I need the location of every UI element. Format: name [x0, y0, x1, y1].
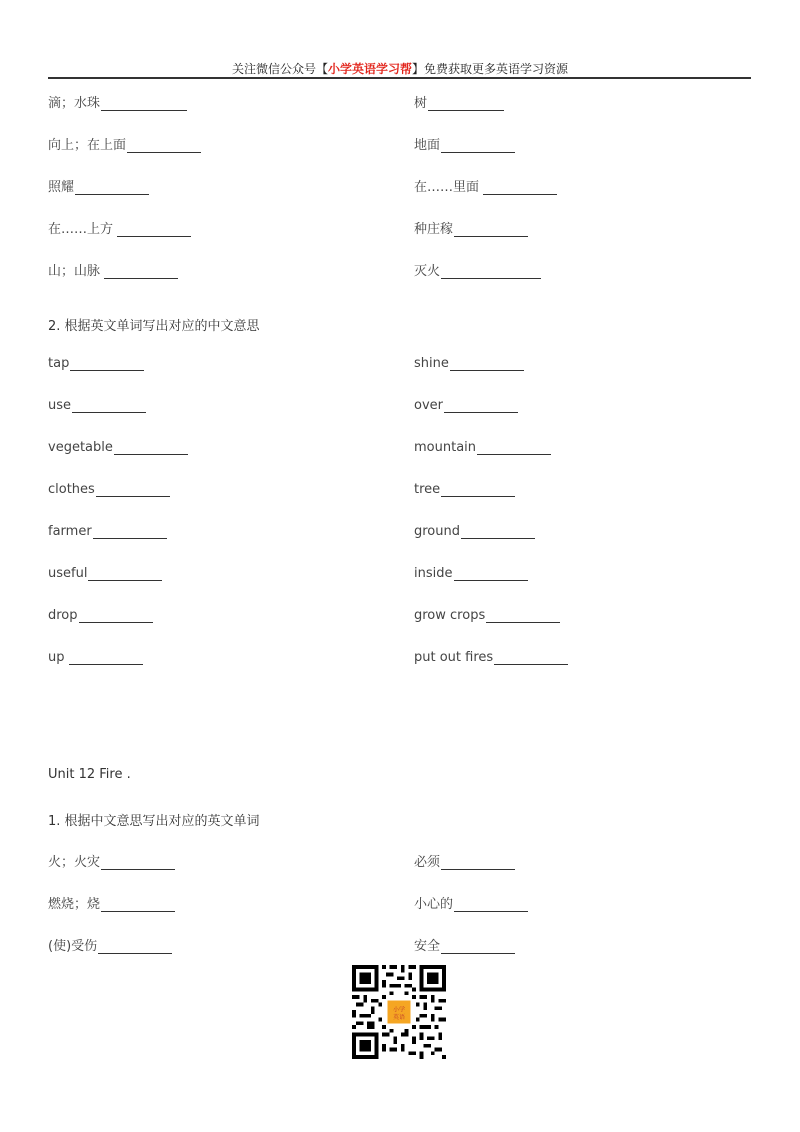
- vocab-item-right: 灭火: [414, 260, 541, 279]
- answer-blank: [69, 650, 143, 665]
- list-item: [48, 356, 751, 376]
- section-title: 1. 根据中文意思写出对应的英文单词: [48, 814, 260, 829]
- answer-blank: [98, 939, 172, 954]
- list-item: [48, 893, 751, 913]
- answer-blank: [114, 440, 188, 455]
- vocab-item-left: useful: [48, 566, 162, 581]
- answer-blank: [93, 524, 167, 539]
- answer-blank: [441, 939, 515, 954]
- header-divider: [48, 77, 751, 79]
- answer-blank: [454, 897, 528, 912]
- vocab-item-left: 照耀: [48, 176, 149, 195]
- answer-blank: [88, 566, 162, 581]
- list-item: [48, 440, 751, 460]
- list-item: [48, 134, 751, 154]
- list-item: [48, 851, 751, 871]
- list-item: [48, 524, 751, 544]
- answer-blank: [441, 482, 515, 497]
- answer-blank: [101, 897, 175, 912]
- answer-blank: [477, 440, 551, 455]
- vocab-item-left: 山；山脉: [48, 260, 178, 279]
- vocab-item-left: 滴；水珠: [48, 92, 187, 111]
- vocab-item-right: inside: [414, 566, 528, 581]
- answer-blank: [454, 566, 528, 581]
- vocab-item-right: 地面: [414, 134, 515, 153]
- answer-blank: [454, 222, 528, 237]
- qr-code-icon: [352, 965, 446, 1059]
- vocab-item-left: clothes: [48, 482, 170, 497]
- answer-blank: [127, 138, 201, 153]
- list-item: [48, 398, 751, 418]
- header-account-name: 小学英语学习帮: [327, 62, 412, 76]
- vocab-item-right: put out fires: [414, 650, 568, 665]
- answer-blank: [444, 398, 518, 413]
- vocab-item-left: tap: [48, 356, 144, 371]
- page-header: [0, 60, 800, 77]
- list-item: [48, 176, 751, 196]
- vocab-item-right: ground: [414, 524, 535, 539]
- answer-blank: [486, 608, 560, 623]
- answer-blank: [441, 264, 541, 279]
- vocab-item-right: 安全: [414, 935, 515, 954]
- list-item: [48, 260, 751, 280]
- list-item: [48, 566, 751, 586]
- answer-blank: [96, 482, 170, 497]
- header-suffix: 】免费获取更多英语学习资源: [412, 62, 569, 76]
- vocab-item-left: 向上；在上面: [48, 134, 201, 153]
- list-item: [48, 218, 751, 238]
- vocab-item-right: mountain: [414, 440, 551, 455]
- svg-text:英语: 英语: [392, 1014, 406, 1022]
- vocab-item-right: shine: [414, 356, 524, 371]
- answer-blank: [104, 264, 178, 279]
- answer-blank: [494, 650, 568, 665]
- unit-title: Unit 12 Fire .: [48, 767, 131, 782]
- list-item: [48, 935, 751, 955]
- list-item: [48, 92, 751, 112]
- vocab-item-left: 在……上方: [48, 218, 191, 237]
- vocab-item-left: use: [48, 398, 146, 413]
- answer-blank: [461, 524, 535, 539]
- vocab-item-left: (使)受伤: [48, 935, 172, 954]
- svg-text:小学: 小学: [392, 1006, 406, 1014]
- vocab-item-right: 必须: [414, 851, 515, 870]
- vocab-item-left: vegetable: [48, 440, 188, 455]
- answer-blank: [450, 356, 524, 371]
- vocab-item-right: 小心的: [414, 893, 528, 912]
- answer-blank: [441, 138, 515, 153]
- answer-blank: [75, 180, 149, 195]
- vocab-item-left: 燃烧；烧: [48, 893, 175, 912]
- list-item: [48, 608, 751, 628]
- vocab-item-right: grow crops: [414, 608, 560, 623]
- answer-blank: [72, 398, 146, 413]
- vocab-item-left: farmer: [48, 524, 167, 539]
- answer-blank: [101, 855, 175, 870]
- answer-blank: [441, 855, 515, 870]
- list-item: [48, 482, 751, 502]
- answer-blank: [79, 608, 153, 623]
- answer-blank: [101, 96, 187, 111]
- vocab-item-left: up: [48, 650, 143, 665]
- answer-blank: [117, 222, 191, 237]
- vocab-item-left: drop: [48, 608, 153, 623]
- vocab-item-right: tree: [414, 482, 515, 497]
- answer-blank: [483, 180, 557, 195]
- vocab-item-left: 火；火灾: [48, 851, 175, 870]
- vocab-item-right: over: [414, 398, 518, 413]
- section-title: 2. 根据英文单词写出对应的中文意思: [48, 319, 260, 334]
- header-prefix: 关注微信公众号【: [231, 62, 328, 76]
- answer-blank: [70, 356, 144, 371]
- vocab-item-right: 在……里面: [414, 176, 557, 195]
- vocab-item-right: 种庄稼: [414, 218, 528, 237]
- answer-blank: [428, 96, 504, 111]
- list-item: [48, 650, 751, 670]
- vocab-item-right: 树: [414, 92, 504, 111]
